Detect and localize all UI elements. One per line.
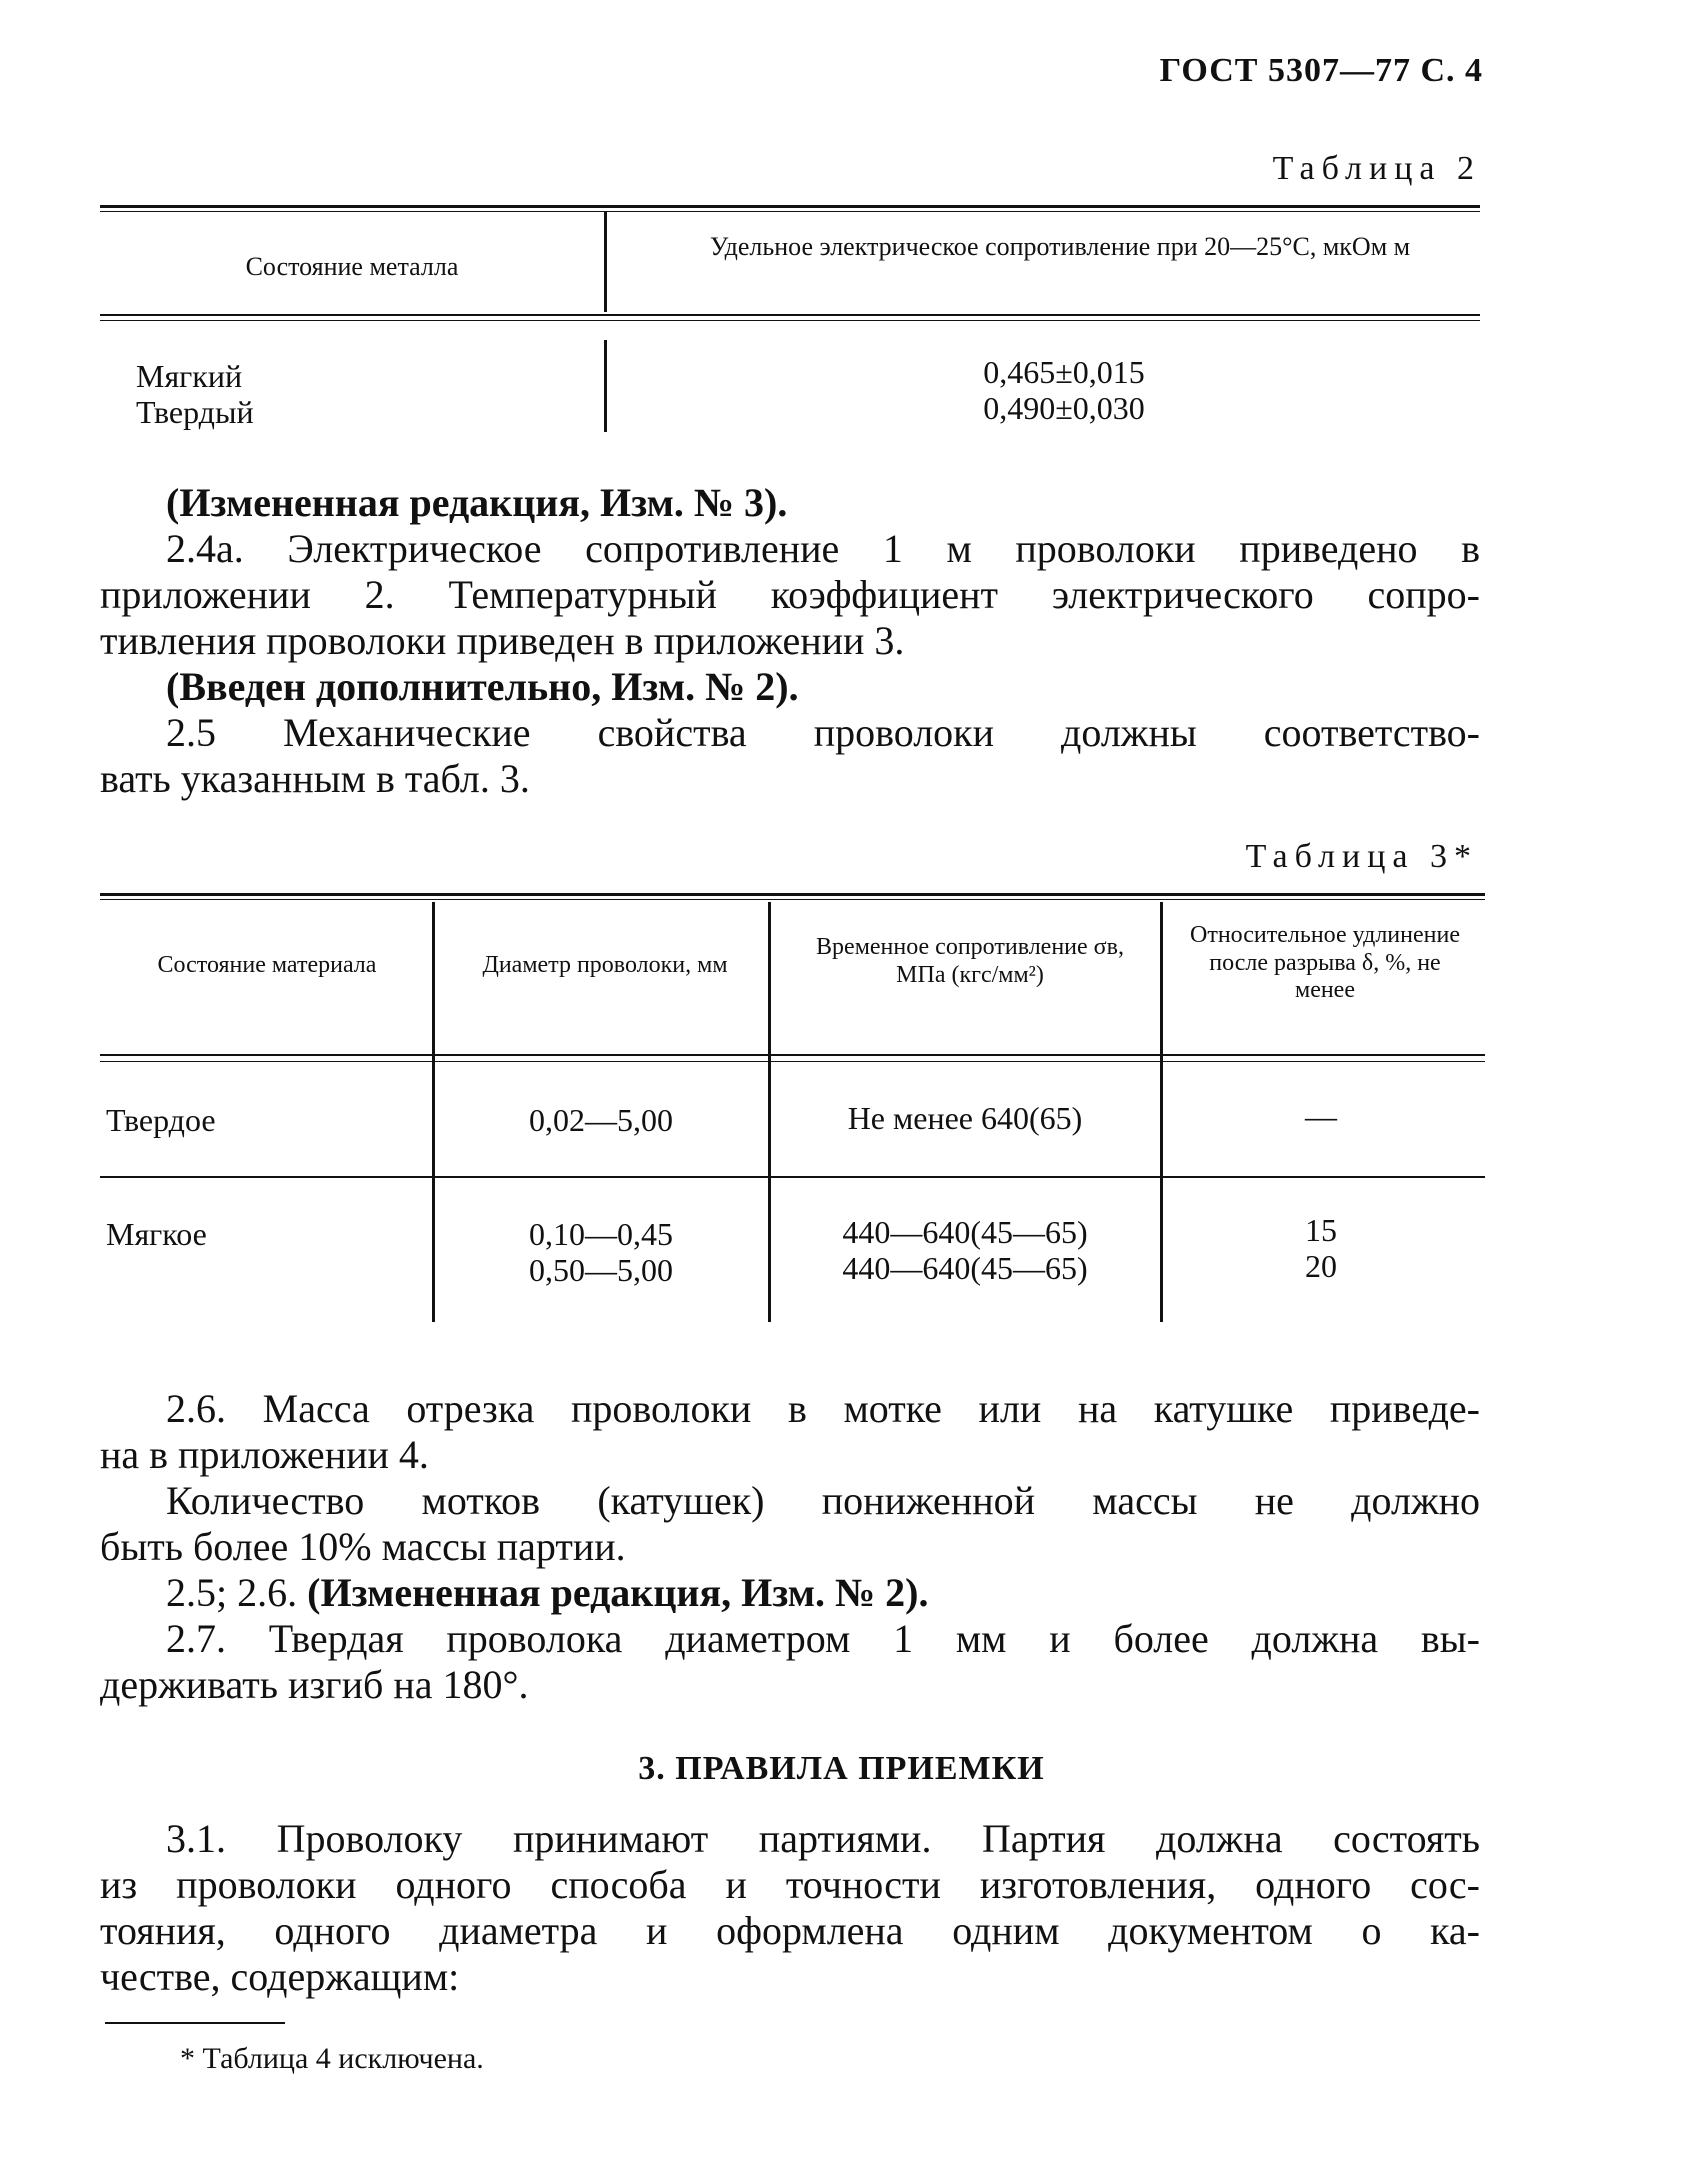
table2-top-rule [100, 205, 1480, 208]
paragraph-line: 2.5 Механические свойства проволоки должны соответство- [166, 710, 1480, 755]
paragraph-line: 2.4а. Электрическое сопротивление 1 м проволоки приведено в [166, 526, 1480, 571]
table3-header-diameter: Диаметр проволоки, мм [482, 952, 728, 978]
paragraph-line: 2.5; 2.6. (Измененная редакция, Изм. № 2). [166, 1570, 929, 1615]
footnote-rule [105, 2022, 285, 2024]
table3-strength-cell: 440—640(45—65) [842, 1250, 1088, 1286]
paragraph-line: приложении 2. Температурный коэффициент электрического сопро- [100, 572, 1480, 617]
table3-caption: Таблица 3* [1245, 838, 1478, 875]
text-block-3 [100, 1816, 1480, 2000]
table3-header-strength: Временное сопротивление σв, МПа (кгс/мм²) [816, 934, 1124, 988]
paragraph-line: (Введен дополнительно, Изм. № 2). [166, 664, 799, 709]
table3-header-elongation: Относительное удлинение после разрыва δ, %, не менее [1190, 922, 1460, 1004]
table3-state-cell: Мягкое [106, 1216, 207, 1252]
table3-strength-cell: Не менее 640(65) [847, 1100, 1083, 1136]
table3-row-rule [100, 1176, 1485, 1178]
table3-diameter-cell: 0,50—5,00 [529, 1252, 673, 1288]
table3-strength-cell: 440—640(45—65) [842, 1214, 1088, 1250]
paragraph-line: тивления проволоки приведен в приложении 3. [100, 618, 905, 663]
paragraph-line: на в приложении 4. [100, 1432, 429, 1477]
table3-header-rule [100, 1054, 1485, 1056]
table3-diameter-cell: 0,10—0,45 [529, 1216, 673, 1252]
table2-header-rule-thin [100, 320, 1480, 321]
paragraph-line: вать указанным в табл. 3. [100, 756, 530, 801]
text-block-1 [100, 480, 1480, 802]
paragraph-line: тояния, одного диаметра и оформлена одним документом о ка- [100, 1908, 1480, 1953]
paragraph-line: 3.1. Проволоку принимают партиями. Партия должна состоять [166, 1816, 1480, 1861]
paragraph-line: Количество мотков (катушек) пониженной массы не должно [166, 1478, 1480, 1523]
table2-value-cell: 0,490±0,030 [983, 390, 1145, 426]
paragraph-line: из проволоки одного способа и точности изготовления, одного сос- [100, 1862, 1480, 1907]
paragraph-line: 2.7. Твердая проволока диаметром 1 мм и более должна вы- [166, 1616, 1480, 1661]
table2-col2-header: Удельное электрическое сопротивление при 20—25°С, мкОм м [709, 232, 1411, 261]
paragraph-line-mixed [100, 1570, 1480, 1616]
paragraph-line: (Измененная редакция, Изм. № 3). [166, 480, 788, 525]
table2-header-divider [604, 212, 607, 312]
text-block-2 [100, 1386, 1480, 1708]
table3-header-rule-thin [100, 1061, 1485, 1062]
paragraph-line: честве, содержащим: [100, 1954, 460, 1999]
table2-value-cell: 0,465±0,015 [983, 354, 1145, 390]
table2-col1-header: Состояние металла [245, 252, 459, 281]
paragraph-line: 2.6. Масса отрезка проволоки в мотке или на катушке приведе- [166, 1386, 1480, 1431]
table3-state-cell: Твердое [106, 1102, 216, 1138]
table3-top-rule-thin [100, 899, 1485, 900]
table3-elongation-cell: — [1305, 1098, 1337, 1134]
table2-header-rule [100, 314, 1480, 316]
footnote: * Таблица 4 исключена. [180, 2042, 484, 2075]
table3-elongation-cell: 20 [1305, 1248, 1337, 1284]
table3-header-state: Состояние материала [157, 952, 377, 978]
page-header: ГОСТ 5307—77 С. 4 [1159, 52, 1483, 89]
table2-state-cell: Мягкий [136, 358, 243, 394]
table3-elongation-cell: 15 [1305, 1212, 1337, 1248]
section-title: 3. ПРАВИЛА ПРИЕМКИ [638, 1750, 1045, 1787]
table3-diameter-cell: 0,02—5,00 [529, 1102, 673, 1138]
table3-top-rule [100, 893, 1485, 896]
paragraph-line: держивать изгиб на 180°. [100, 1662, 529, 1707]
table2-top-rule-thin [100, 211, 1480, 212]
paragraph-line: быть более 10% массы партии. [100, 1524, 626, 1569]
table2-state-cell: Твердый [136, 394, 254, 430]
table2-caption: Таблица 2 [1272, 150, 1481, 187]
